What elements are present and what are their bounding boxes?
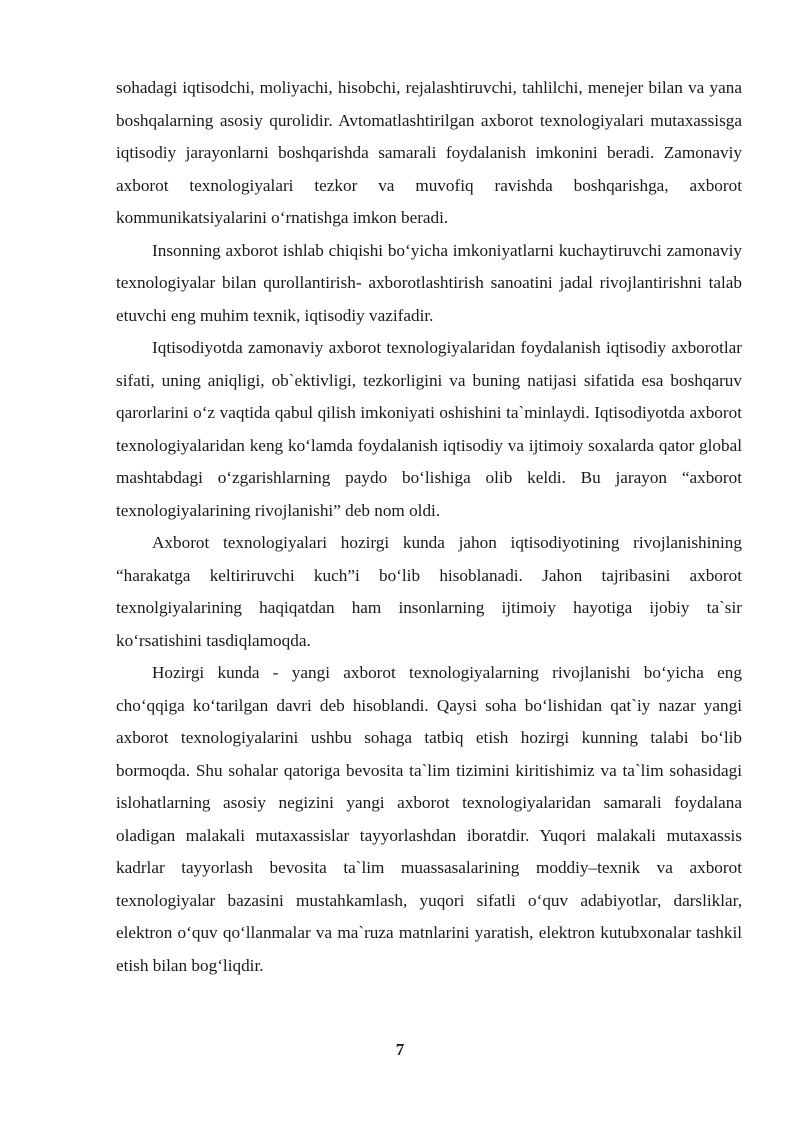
page-number: 7 — [395, 1040, 405, 1059]
paragraph-4: Axborot texnologiyalari hozirgi kunda jahon iqtisodiyotining rivojlanishining “harakatga keltiriruvchi kuch”i bo‘lib hisoblanadi. Jahon tajribasini axborot texnolgiyalarining haqiqatdan ham insonlarning ijtimoiy hayotiga ijobiy ta`sir ko‘rsatishini tasdiqlamoqda. — [116, 533, 742, 650]
paragraph-3: Iqtisodiyotda zamonaviy axborot texnologiyalaridan foydalanish iqtisodiy axborotlar sifati, uning aniqligi, ob`ektivligi, tezkorligini va buning natijasi sifatida esa boshqaruv qarorlarini o‘z vaqtida qabul qilish imkoniyati oshishini ta`minlaydi. Iqtisodiyotda axborot texnologiyalaridan keng ko‘lamda foydalanish iqtisodiy va ijtimoiy soxalarda qator global mashtabdagi o‘zgarishlarning paydo bo‘lishiga olib keldi. Bu jarayon “axborot texnologiyalarining rivojlanishi” deb nom oldi. — [116, 338, 742, 520]
paragraph-5: Hozirgi kunda - yangi axborot texnologiyalarning rivojlanishi bo‘yicha eng cho‘qqiga ko‘tarilgan davri deb hisoblandi. Qaysi soha bo‘lishidan qat`iy nazar yangi axborot texnologiyalarini ushbu sohaga tatbiq etish hozirgi kunning talabi bo‘lib bormoqda. Shu sohalar qatoriga bevosita ta`lim tizimini kiritishimiz va ta`lim sohasidagi islohatlarning asosiy negizini yangi axborot texnologiyalaridan samarali foydalana oladigan malakali mutaxassislar tayyorlashdan iboratdir. Yuqori malakali mutaxassis kadrlar tayyorlash bevosita ta`lim muassasalarining moddiy–texnik va axborot texnologiyalar bazasini mustahkamlash, yuqori sifatli o‘quv adabiyotlar, darsliklar, elektron o‘quv qo‘llanmalar va ma`ruza matnlarini yaratish, elektron kutubxonalar tashkil etish bilan bog‘liqdir. — [116, 663, 742, 975]
paragraph-2: Insonning axborot ishlab chiqishi bo‘yicha imkoniyatlarni kuchaytiruvchi zamonaviy texnologiyalar bilan qurollantirish- axborotlashtirish sanoatini jadal rivojlantirishni talab etuvchi eng muhim texnik, iqtisodiy vazifadir. — [116, 240, 742, 325]
paragraph-1: sohadagi iqtisodchi, moliyachi, hisobchi, rejalashtiruvchi, tahlilchi, menejer bilan va yana boshqalarning asosiy qurolidir. Avtomatlashtirilgan axborot texnologiyalari mutaxassisga iqtisodiy jarayonlarni boshqarishda samarali foydalanish imkonini beradi. Zamonaviy axborot texnologiyalari tezkor va muvofiq ravishda boshqarishga, axborot kommunikatsiyalarini o‘rnatishga imkon beradi. — [116, 78, 742, 227]
document-body — [116, 72, 742, 982]
